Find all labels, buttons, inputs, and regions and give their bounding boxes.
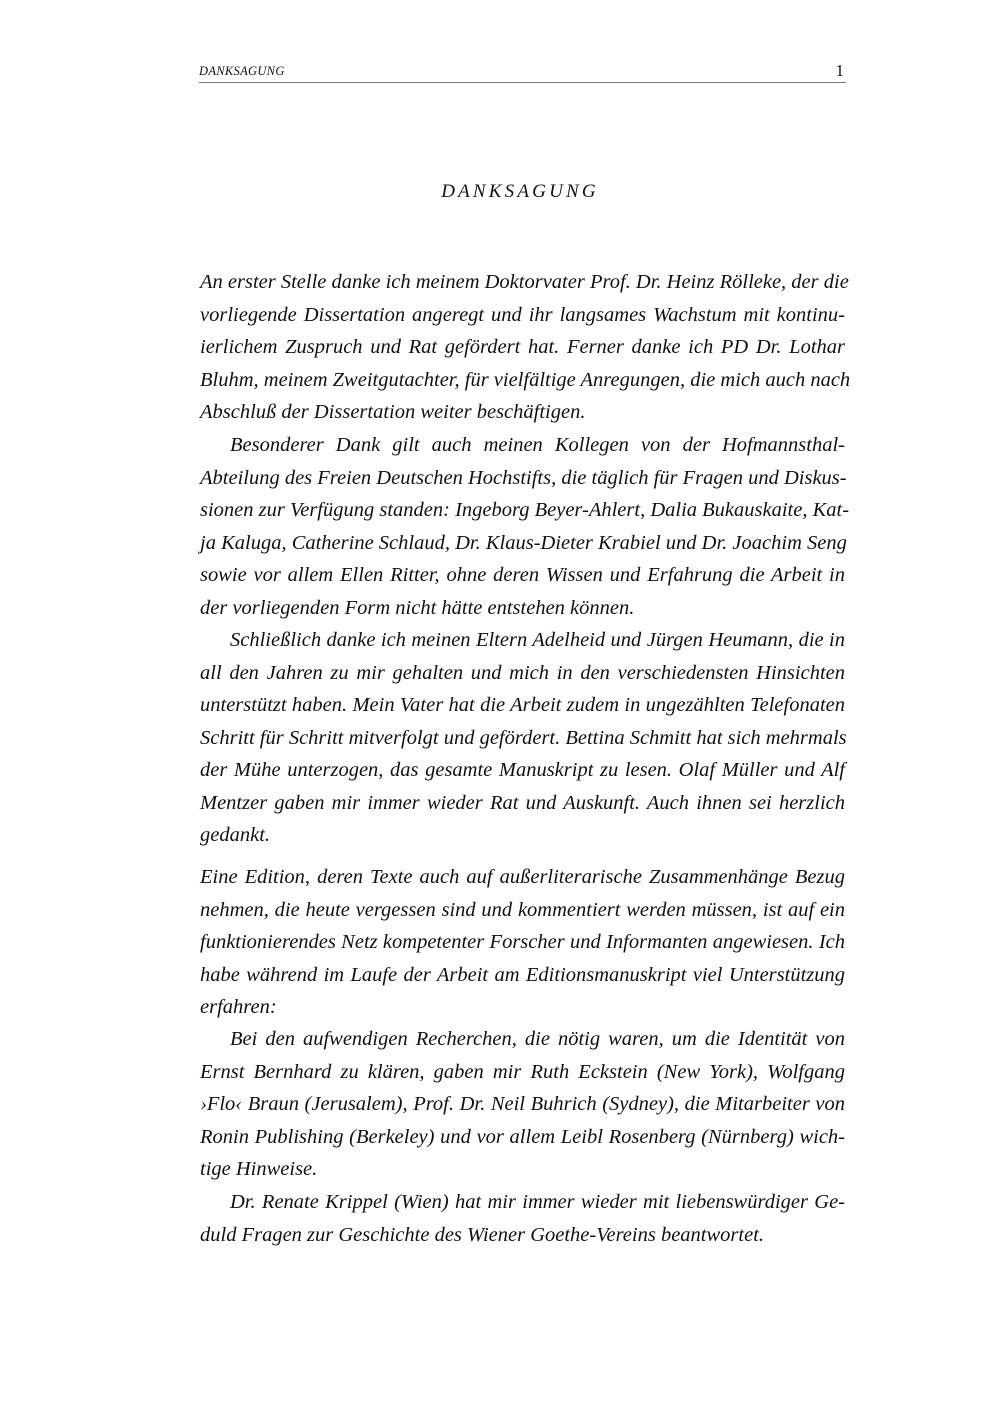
text-line: sowie vor allem Ellen Ritter, ohne deren Wissen und Erfahrung die Arbeit in: [200, 564, 845, 586]
chapter-heading: DANKSAGUNG: [441, 181, 599, 202]
paragraph: [200, 861, 845, 1024]
text-line: Ronin Publishing (Berkeley) und vor allem Leibl Rosenberg (Nürnberg) wich-: [200, 1125, 845, 1148]
text-line: ierlichem Zuspruch und Rat gefördert hat. Ferner danke ich PD Dr. Lothar: [200, 336, 845, 358]
text-line: all den Jahren zu mir gehalten und mich in den verschiedensten Hinsichten: [200, 661, 845, 684]
running-head-title: DANKSAGUNG: [199, 64, 285, 78]
text-line: Bei den aufwendigen Recherchen, die nötig waren, um die Identität von: [230, 1028, 845, 1050]
text-line: der Mühe unterzogen, das gesamte Manuskript zu lesen. Olaf Müller und Alf: [200, 759, 845, 781]
text-line: Schritt für Schritt mitverfolgt und gefördert. Bettina Schmitt hat sich mehrmals: [200, 726, 847, 749]
page-number: 1: [835, 61, 844, 80]
text-line: ja Kaluga, Catherine Schlaud, Dr. Klaus-Dieter Krabiel und Dr. Joachim Seng: [200, 531, 847, 554]
text-line: Besonderer Dank gilt auch meinen Kollegen von der Hofmannsthal-: [230, 434, 845, 456]
paragraph: [200, 624, 845, 852]
text-line: Dr. Renate Krippel (Wien) hat mir immer wieder mit liebenswürdiger Ge-: [230, 1191, 845, 1213]
running-head: [199, 62, 846, 83]
text-line: Mentzer gaben mir immer wieder Rat und Auskunft. Auch ihnen sei herzlich: [200, 791, 845, 814]
text-line: der vorliegenden Form nicht hätte entstehen können.: [200, 596, 635, 619]
text-line: duld Fragen zur Geschichte des Wiener Goethe-Vereins beantwortet.: [200, 1223, 765, 1246]
text-line: An erster Stelle danke ich meinem Doktorvater Prof. Dr. Heinz Rölleke, der die: [200, 271, 849, 293]
text-line: ›Flo‹ Braun (Jerusalem), Prof. Dr. Neil Buhrich (Sydney), die Mitarbeiter von: [200, 1093, 845, 1115]
text-line: nehmen, die heute vergessen sind und kommentiert werden müssen, ist auf ein: [200, 898, 845, 921]
text-line: sionen zur Verfügung standen: Ingeborg Beyer-Ahlert, Dalia Bukauskaite, Kat-: [200, 499, 850, 521]
text-line: Schließlich danke ich meinen Eltern Adelheid und Jürgen Heumann, die in: [230, 629, 845, 651]
text-line: funktionierendes Netz kompetenter Forscher und Informanten angewiesen. Ich: [200, 931, 845, 953]
text-line: habe während im Laufe der Arbeit am Editionsmanuskript viel Unterstützung: [200, 963, 845, 986]
text-line: Bluhm, meinem Zweitgutachter, für vielfältige Anregungen, die mich auch nach: [200, 368, 851, 391]
text-line: Ernst Bernhard zu klären, gaben mir Ruth Eckstein (New York), Wolfgang: [200, 1060, 845, 1083]
paragraph: [200, 266, 851, 429]
paragraph: [200, 429, 850, 624]
text-line: unterstützt haben. Mein Vater hat die Arbeit zudem in ungezählten Telefonaten: [200, 694, 845, 716]
text-line: Eine Edition, deren Texte auch auf außerliterarische Zusammenhänge Bezug: [200, 866, 845, 888]
text-line: gedankt.: [200, 824, 271, 846]
text-line: vorliegende Dissertation angeregt und ihr langsames Wachstum mit kontinu-: [200, 303, 845, 326]
text-line: erfahren:: [200, 996, 277, 1018]
paragraph: [200, 1023, 845, 1186]
text-line: Abteilung des Freien Deutschen Hochstifts, die täglich für Fragen und Diskus-: [200, 466, 847, 489]
text-line: tige Hinweise.: [200, 1158, 318, 1180]
text-line: Abschluß der Dissertation weiter beschäftigen.: [200, 401, 586, 423]
paragraph: [200, 1186, 845, 1251]
